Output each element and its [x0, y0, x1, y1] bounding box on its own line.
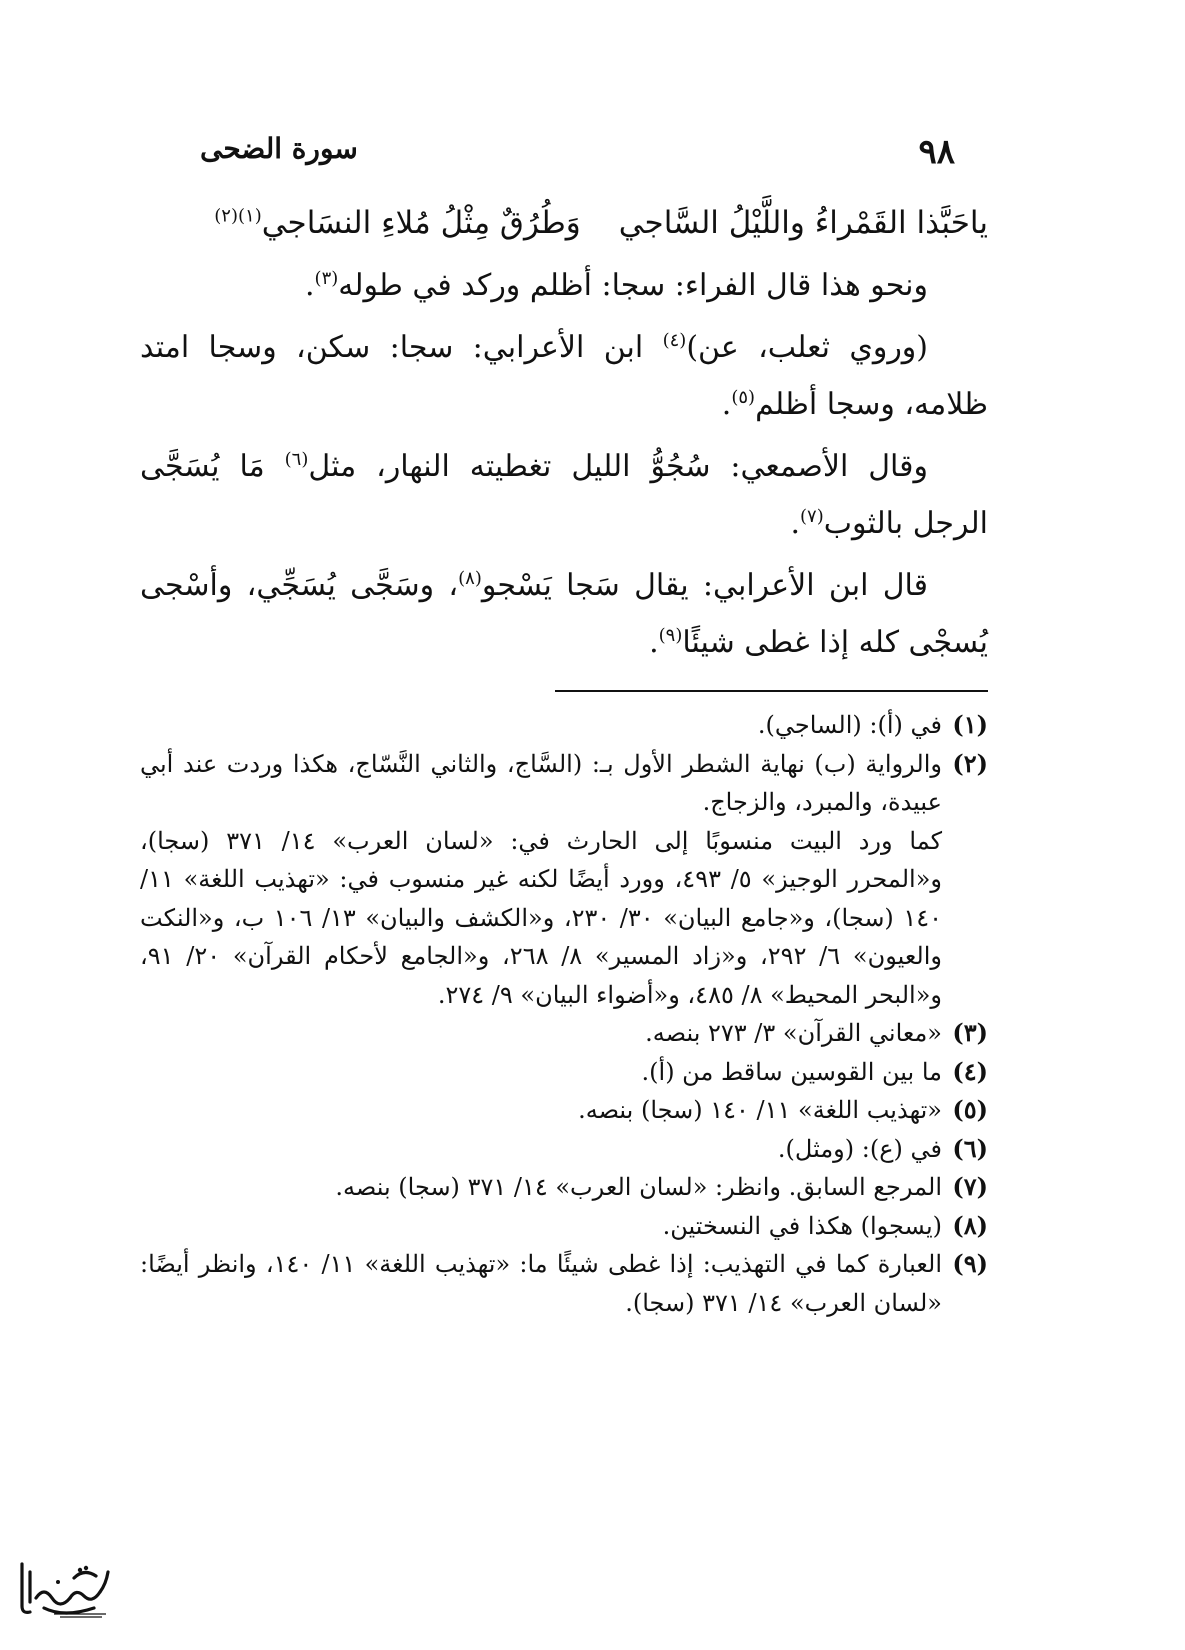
footnote-number: (٩) [952, 1249, 988, 1278]
footnote-2-continued: كما ورد البيت منسوبًا إلى الحارث في: «لسان العرب» ١٤/ ٣٧١ (سجا)، و«المحرر الوجيز» ٥/ ٤٩٣، وورد أيضًا لكنه غير منسوب في: «تهذيب اللغة» ١١/ ١٤٠ (سجا)، و«جامع البيان» ٣٠/ ٢٣٠، و«الكشف والبيان» ١٣/ ١٠٦ ب، و«النكت والعيون» ٦/ ٢٩٢، و«زاد المسير» ٨/ ٢٦٨، و«الجامع لأحكام القرآن» ٢٠/ ٩١، و«البحر المحيط» ٨/ ٤٨٥، و«أضواء البيان» ٩/ ٢٧٤. [140, 826, 943, 1009]
footnote-number: (١) [952, 710, 988, 739]
footnote-ref: (٤) [662, 330, 687, 351]
footnote-ref: (٦) [284, 449, 309, 470]
poetry-verse [140, 195, 988, 252]
footnote-text: «تهذيب اللغة» ١١/ ١٤٠ (سجا) بنصه. [578, 1096, 942, 1124]
footnote-number: (٣) [952, 1018, 988, 1047]
calligraphy-logo [14, 1558, 114, 1620]
footnote-text: (يسجوا) هكذا في النسختين. [662, 1211, 942, 1240]
footnote-ref: (٥) [731, 387, 756, 408]
footnote-number: (٥) [952, 1095, 988, 1124]
paragraph-asmai: وقال الأصمعي: سُجُوُّ الليل تغطيته النهار، مثل$^{(٦)}$ مَا يُسَجَّى الرجل بالثوب$^{(٧)}$. [140, 449, 988, 541]
footnote-number: (٦) [952, 1133, 988, 1163]
footnotes [140, 706, 988, 1322]
page-header [200, 128, 955, 178]
footnote-7 [140, 1168, 988, 1207]
footnote-1 [140, 706, 988, 745]
footnote-ref: (٩) [658, 625, 683, 646]
paragraph-farra: ونحو هذا قال الفراء: سجا: أظلم وركد في طوله$^{(٣)}$. [304, 268, 928, 303]
main-text [140, 195, 988, 676]
paragraph-thalab: (وروي ثعلب، عن)$^{(٤)}$ ابن الأعرابي: سجا: سكن، وسجا امتد ظلامه، وسجا أظلم$^{(٥)}$. [140, 330, 988, 422]
footnote-text: العبارة كما في التهذيب: إذا غطى شيئًا ما: «تهذيب اللغة» ١١/ ١٤٠، وانظر أيضًا: «لسان العرب» ١٤/ ٣٧١ (سجا). [140, 1250, 942, 1317]
footnote-separator [555, 690, 988, 692]
verse-second-hemistich: وَطُرُقٌ مِثْلُ مُلاءِ النسَاجي [261, 205, 581, 241]
verse-first-hemistich: ياحَبَّذا القَمْراءُ واللَّيْلُ السَّاجي [618, 205, 988, 241]
footnote-text: والرواية (ب) نهاية الشطر الأول بـ: (السَّاج، والثاني النَّسّاج، هكذا وردت عند أبي عبيدة، والمبرد، والزجاج. [140, 749, 942, 816]
footnote-8 [140, 1207, 988, 1246]
footnote-2 [140, 745, 988, 822]
footnote-number: (٧) [952, 1172, 988, 1201]
footnote-3 [140, 1014, 988, 1053]
footnote-4 [140, 1053, 988, 1092]
footnote-ref: (٨) [458, 568, 482, 589]
footnote-9 [140, 1245, 988, 1322]
page-number: ٩٨ [918, 132, 955, 172]
surah-title: سورة الضحى [200, 132, 358, 165]
footnote-6 [140, 1130, 988, 1169]
footnote-text: المرجع السابق. وانظر: «لسان العرب» ١٤/ ٣٧١ (سجا) بنصه. [335, 1173, 942, 1201]
footnote-ref: (١)(٢) [214, 205, 262, 227]
footnote-number: (٢) [952, 748, 988, 778]
footnote-ref: (٣) [314, 268, 339, 289]
footnote-text: «معاني القرآن» ٣/ ٢٧٣ بنصه. [645, 1019, 942, 1047]
footnote-5 [140, 1091, 988, 1130]
footnote-number: (٤) [952, 1056, 988, 1086]
footnote-number: (٨) [952, 1210, 988, 1240]
paragraph-ibn-arabi: قال ابن الأعرابي: يقال سَجا يَسْجو$^{(٨)}$، وسَجَّى يُسَجِّي، وأسْجى يُسجْى كله إذا غطى شيئًا$^{(٩)}$. [140, 568, 988, 660]
footnote-text: ما بين القوسين ساقط من (أ). [641, 1057, 942, 1086]
footnote-text: في (ع): (ومثل). [777, 1134, 942, 1163]
footnote-ref: (٧) [800, 506, 824, 527]
footnote-text: في (أ): (الساجي). [757, 711, 942, 739]
